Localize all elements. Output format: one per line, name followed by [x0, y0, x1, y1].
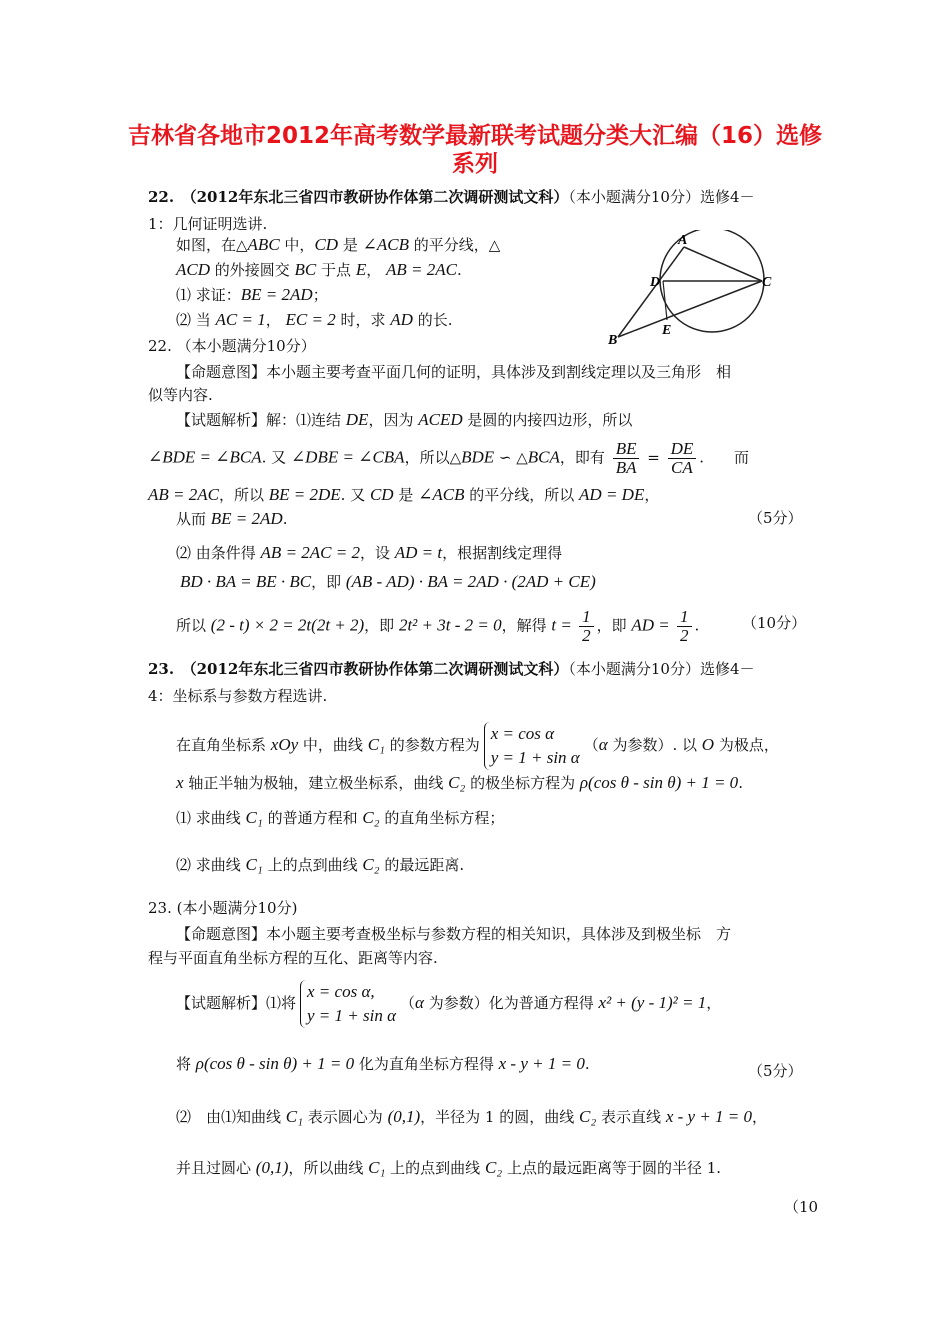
q23-subq1: ⑴ 求曲线 C₁ 的普通方程和 C₂ 的直角坐标方程；: [176, 808, 505, 827]
q22-stem-line2: ACD 的外接圆交 BC 于点 E， AB = 2AC.: [176, 260, 462, 279]
a23-intent-line1: 【命题意图】本小题主要考查极坐标与参数方程的相关知识，具体涉及到极坐标 方: [176, 925, 732, 943]
fraction-de-ca: $\frac{DE}{CA}$: [668, 440, 697, 477]
label-a: A: [678, 233, 688, 248]
a23-solution-line1: 【试题解析】⑴将 x = cos α, y = 1 + sin α （α 为参数）化为普通方程得 x² + (y - 1)² = 1，: [176, 980, 721, 1028]
label-e: E: [662, 323, 672, 338]
q22-header: [148, 187, 755, 207]
a23-part2-line1: ⑵ 由⑴知曲线 C₁ 表示圆心为 (0,1)，半径为 1 的圆，曲线 C₂ 表示直线 x - y + 1 = 0，: [176, 1107, 768, 1126]
label-b: B: [608, 333, 618, 348]
a23-score-10: （10: [784, 1198, 819, 1216]
q23-param-system: x = cos α y = 1 + sin α: [484, 722, 580, 770]
a22-part2-line1: ⑵ 由条件得 AB = 2AC = 2，设 AD = t，根据割线定理得: [176, 543, 563, 562]
q22-topic: 1：几何证明选讲.: [148, 215, 268, 233]
a22-score-10: （10分）: [742, 614, 807, 632]
q22-stem-line1: 如图，在△ABC 中，CD 是 ∠ACB 的平分线，△: [176, 235, 501, 254]
a23-header: 23. (本小题满分10分): [148, 899, 298, 917]
a22-score-5: （5分）: [748, 509, 803, 527]
page-title-line2: 系列: [452, 151, 498, 177]
q22-number: 22.: [148, 188, 175, 206]
q23-source: （2012年东北三省四市教研协作体第二次调研测试文科）: [189, 660, 569, 678]
label-d: D: [650, 275, 661, 290]
segment-ac: [684, 247, 762, 281]
a22-solution-line4: 从而 BE = 2AD.: [176, 509, 288, 528]
a22-solution-line3: AB = 2AC，所以 BE = 2DE. 又 CD 是 ∠ACB 的平分线，所以 AD = DE，: [148, 485, 660, 504]
label-c: C: [762, 275, 772, 290]
q22-subq1: ⑴ 求证：BE = 2AD；: [176, 285, 328, 304]
a23-part2-line2: 并且过圆心 (0,1)，所以曲线 C₁ 上的点到曲线 C₂ 上点的最远距离等于圆的半径 1.: [176, 1158, 722, 1177]
q23-stem-line1: 在直角坐标系 xOy 中，曲线 C₁ 的参数方程为 x = cos α y = 1 + sin α （α 为参数）. 以 O 为极点，: [176, 722, 779, 770]
a23-score-5: （5分）: [748, 1062, 803, 1080]
a22-part2-line3: 所以 (2 - t) × 2 = 2t(2t + 2)，即 2t² + 3t - 2 = 0，解得 t = $\frac{1}{2}$ ，即 AD = $\frac{1}{2}$ .: [176, 607, 700, 645]
fraction-half-t: $\frac{1}{2}$: [579, 608, 594, 645]
fraction-half-ad: $\frac{1}{2}$: [677, 608, 692, 645]
q23-topic: 4：坐标系与参数方程选讲.: [148, 687, 328, 705]
a22-header: 22. （本小题满分10分）: [148, 337, 316, 355]
q23-number: 23.: [148, 660, 175, 678]
a23-param-system: x = cos α, y = 1 + sin α: [300, 980, 396, 1028]
q23-stem-line2: x 轴正半轴为极轴，建立极坐标系，曲线 C₂ 的极坐标方程为 ρ(cos θ - sin θ) + 1 = 0.: [176, 773, 743, 792]
page-title: 吉林省各地市2012年高考数学最新联考试题分类大汇编（16）选修: [127, 123, 823, 149]
q22-tail: （本小题满分10分）选修4－: [568, 188, 755, 206]
q23-subq2: ⑵ 求曲线 C₁ 上的点到曲线 C₂ 的最远距离.: [176, 855, 465, 874]
fraction-be-ba: $\frac{BE}{BA}$: [613, 440, 640, 477]
q23-tail: （本小题满分10分）选修4－: [568, 660, 755, 678]
q22-subq2: ⑵ 当 AC = 1， EC = 2 时，求 AD 的长.: [176, 310, 453, 329]
segment-bc: [618, 281, 762, 337]
a22-part2-line2: BD · BA = BE · BC，即 (AB - AD) · BA = 2AD · (2AD + CE): [180, 572, 596, 591]
a23-intent-line2: 程与平面直角坐标方程的互化、距离等内容.: [148, 949, 438, 967]
a23-solution-line2: 将 ρ(cos θ - sin θ) + 1 = 0 化为直角坐标方程得 x - y + 1 = 0.: [176, 1054, 590, 1073]
geometry-figure: [600, 230, 800, 350]
q23-header: [148, 659, 755, 679]
a22-solution-line1: 【试题解析】解：⑴连结 DE，因为 ACED 是圆的内接四边形，所以: [176, 410, 633, 429]
q22-source: （2012年东北三省四市教研协作体第二次调研测试文科）: [189, 188, 569, 206]
a22-solution-line2: ∠BDE = ∠BCA. 又 ∠DBE = ∠CBA，所以△BDE ∽ △BCA，即有 $\frac{BE}{BA}$ = $\frac{DE}{CA}$ . 而: [148, 439, 750, 477]
a22-intent-line1: 【命题意图】本小题主要考查平面几何的证明，具体涉及到割线定理以及三角形 相: [176, 363, 732, 381]
a22-intent-line2: 似等内容.: [148, 386, 213, 404]
